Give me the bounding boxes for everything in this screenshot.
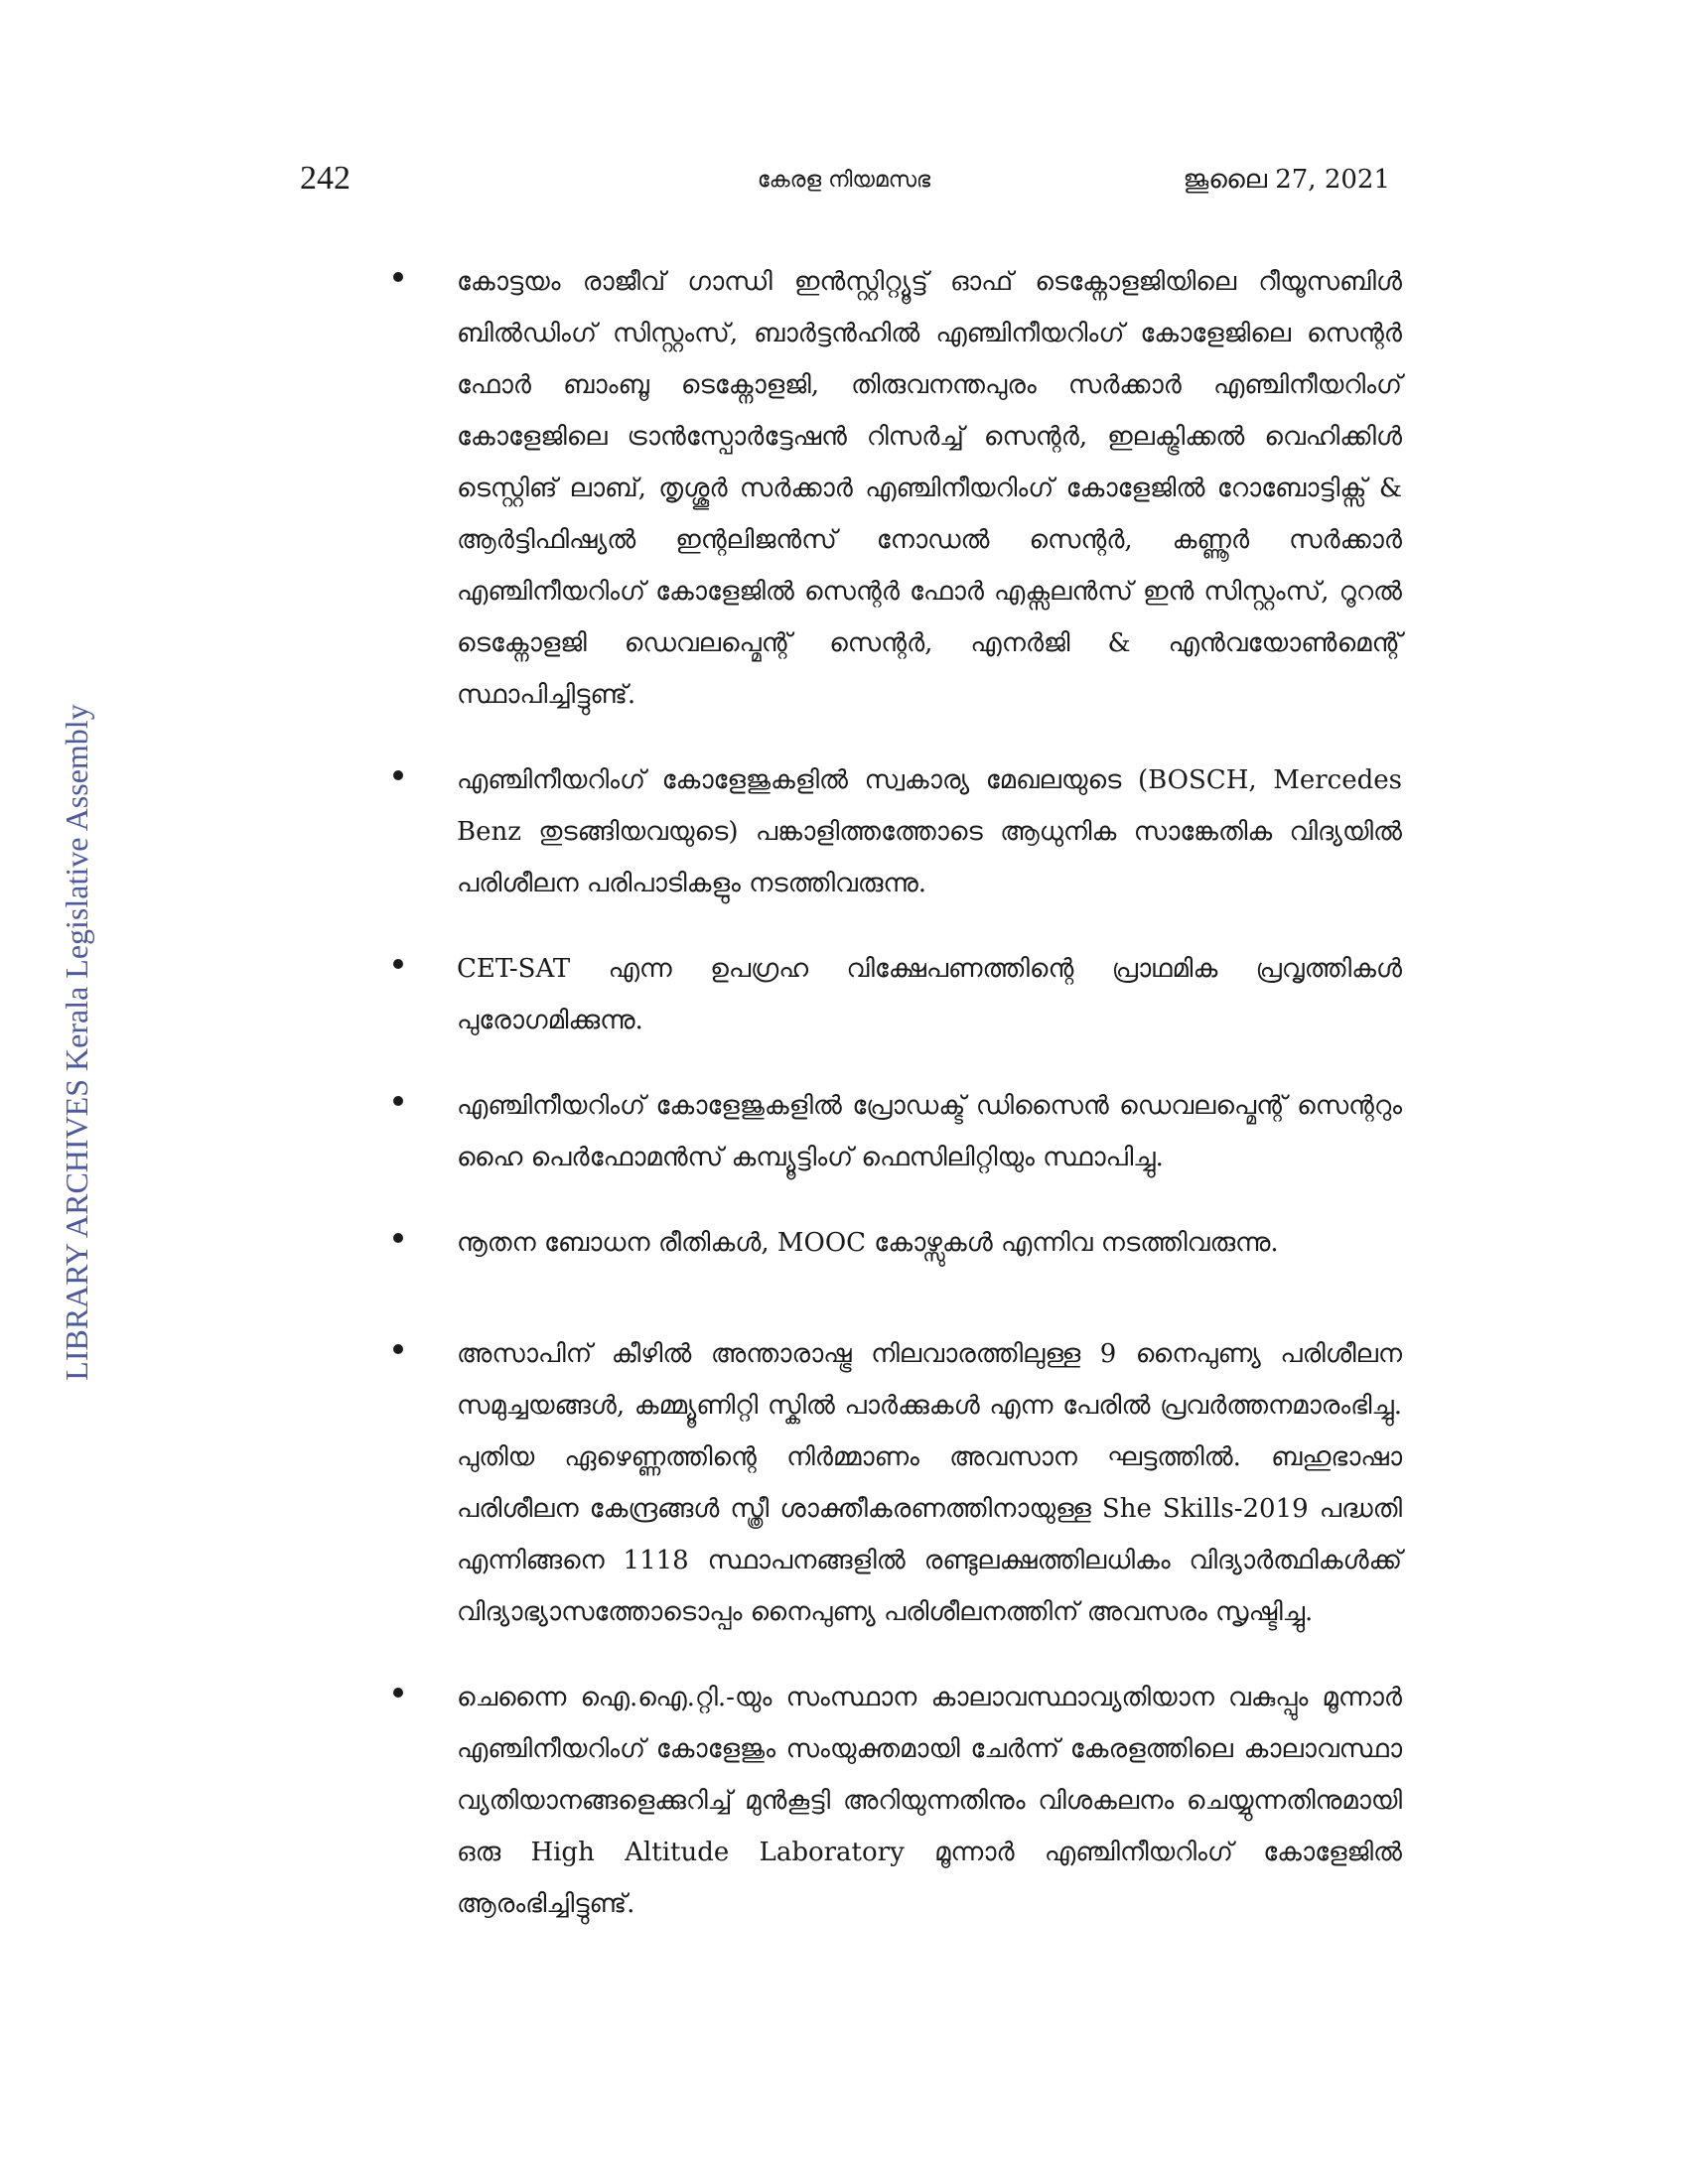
list-item: [377, 1672, 1402, 1930]
header-title: കേരള നിയമസഭ: [757, 168, 931, 193]
bullet-icon: [393, 1688, 403, 1698]
page-body: [377, 256, 1402, 1964]
bullet-icon: [393, 1096, 403, 1106]
list-item-text: കോട്ടയം രാജീവ് ഗാന്ധി ഇൻസ്റ്റിറ്റ്യൂട്ട് ഓഫ് ടെക്നോളജിയിലെ റീയൂസബിൾ ബിൽഡിംഗ് സിസ്റ്റംസ്, ബാർട്ടൻഹിൽ എഞ്ചിനീയറിംഗ് കോളേജിലെ സെന്റർ ഫോർ ബാംബൂ ടെക്നോളജി, തിരുവനന്തപുരം സർക്കാർ എഞ്ചിനീയറിംഗ് കോളേജിലെ ട്രാൻസ്പോർട്ടേഷൻ റിസർച്ച് സെന്റർ, ഇലക്ട്രിക്കൽ വെഹിക്കിൾ ടെസ്റ്റിങ് ലാബ്, തൃശ്ശൂർ സർക്കാർ എഞ്ചിനീയറിംഗ് കോളേജിൽ റോബോട്ടിക്സ് & ആർട്ടിഫിഷ്യൽ ഇന്റലിജൻസ് നോഡൽ സെന്റർ, കണ്ണൂർ സർക്കാർ എഞ്ചിനീയറിംഗ് കോളേജിൽ സെന്റർ ഫോർ എക്സലൻസ് ഇൻ സിസ്റ്റംസ്, റൂറൽ ടെക്നോളജി ഡെവലപ്മെന്റ് സെന്റർ, എനർജി & എൻവയോൺമെന്റ് സ്ഥാപിച്ചിട്ടുണ്ട്.: [457, 267, 1402, 710]
bullet-icon: [393, 770, 403, 780]
list-item: [377, 754, 1402, 909]
bullet-icon: [393, 1344, 403, 1354]
archive-watermark: LIBRARY ARCHIVES Kerala Legislative Assembly: [59, 704, 94, 1381]
list-item: [377, 1328, 1402, 1638]
list-item-text: നൂതന ബോധന രീതികൾ, MOOC കോഴ്സുകൾ എന്നിവ നടത്തിവരുന്നു.: [457, 1228, 1279, 1258]
bullet-icon: [393, 1233, 403, 1243]
list-item: [377, 943, 1402, 1046]
bullet-icon: [393, 272, 403, 282]
bullet-icon: [393, 959, 403, 969]
list-item-text: എഞ്ചിനീയറിംഗ് കോളേജുകളിൽ പ്രോഡക്ട് ഡിസൈൻ ഡെവലപ്മെന്റ് സെന്ററും ഹൈ പെർഫോമൻസ് കമ്പ്യൂട്ടിംഗ് ഫെസിലിറ്റിയും സ്ഥാപിച്ചു.: [457, 1091, 1402, 1172]
list-item-text: അസാപിന് കീഴിൽ അന്താരാഷ്ട്ര നിലവാരത്തിലുള്ള 9 നൈപുണ്യ പരിശീലന സമുച്ചയങ്ങൾ, കമ്മ്യൂണിറ്റി സ്കിൽ പാർക്കുകൾ എന്ന പേരിൽ പ്രവർത്തനമാരംഭിച്ചു. പുതിയ ഏഴെണ്ണത്തിന്റെ നിർമ്മാണം അവസാന ഘട്ടത്തിൽ. ബഹുഭാഷാ പരിശീലന കേന്ദ്രങ്ങൾ സ്ത്രീ ശാക്തീകരണത്തിനായുള്ള She Skills-2019 പദ്ധതി എന്നിങ്ങനെ 1118 സ്ഥാപനങ്ങളിൽ രണ്ടുലക്ഷത്തിലധികം വിദ്യാർത്ഥികൾക്ക് വിദ്യാഭ്യാസത്തോടൊപ്പം നൈപുണ്യ പരിശീലനത്തിന് അവസരം സൃഷ്ടിച്ചു.: [457, 1339, 1402, 1627]
header-date: ജൂലൈ 27, 2021: [1183, 165, 1390, 195]
list-item-text: എഞ്ചിനീയറിംഗ് കോളേജുകളിൽ സ്വകാര്യ മേഖലയുടെ (BOSCH, Mercedes Benz തുടങ്ങിയവയുടെ) പങ്കാളിത്തത്തോടെ ആധുനിക സാങ്കേതിക വിദ്യയിൽ പരിശീലന പരിപാടികളും നടത്തിവരുന്നു.: [457, 765, 1402, 898]
list-item: [377, 1217, 1402, 1269]
list-item-text: CET-SAT എന്ന ഉപഗ്രഹ വിക്ഷേപണത്തിന്റെ പ്രാഥമിക പ്രവൃത്തികൾ പുരോഗമിക്കുന്നു.: [457, 954, 1402, 1035]
page-number: 242: [300, 160, 351, 197]
bullet-list: [377, 256, 1402, 1930]
list-item-text: ചെന്നൈ ഐ.ഐ.റ്റി.-യും സംസ്ഥാന കാലാവസ്ഥാവ്യതിയാന വകുപ്പും മൂന്നാർ എഞ്ചിനീയറിംഗ് കോളേജും സംയുക്തമായി ചേർന്ന് കേരളത്തിലെ കാലാവസ്ഥാ വ്യതിയാനങ്ങളെക്കുറിച്ച് മുൻകൂട്ടി അറിയുന്നതിനും വിശകലനം ചെയ്യുന്നതിനുമായി ഒരു High Altitude Laboratory മൂന്നാർ എഞ്ചിനീയറിംഗ് കോളേജിൽ ആരംഭിച്ചിട്ടുണ്ട്.: [457, 1683, 1402, 1919]
list-item: [377, 1080, 1402, 1183]
list-item: [377, 256, 1402, 721]
page-header: [0, 159, 1688, 208]
